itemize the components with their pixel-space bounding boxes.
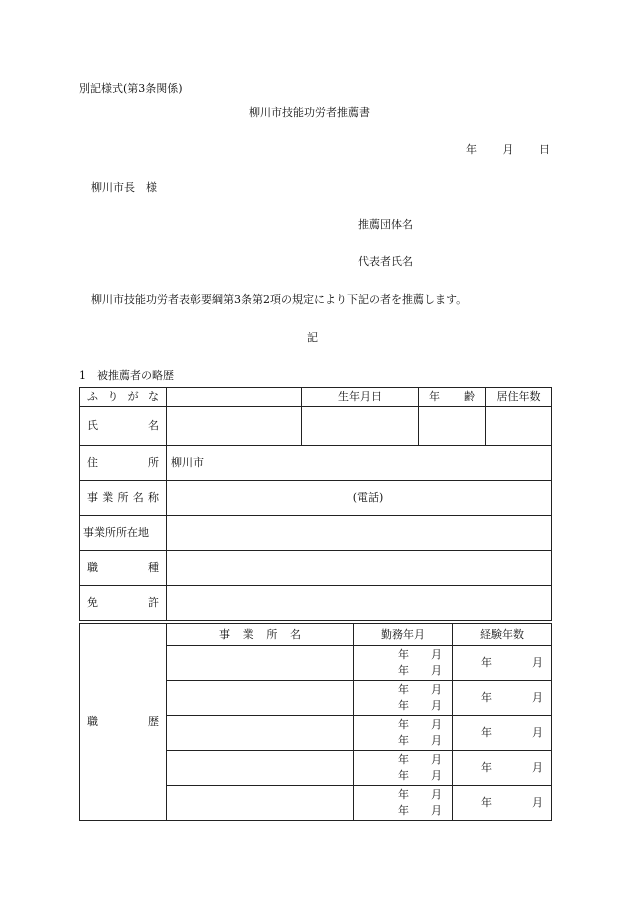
career-years-header: 経験年数 [453,624,552,646]
career-table [79,623,552,821]
occupation-label: 職 種 [80,551,167,586]
name-label: 氏 名 [80,407,167,446]
form-reference: 別記様式(第3条関係) [79,82,183,95]
career-period-field[interactable]: 年 月 年 月 [354,646,453,681]
date-year: 年 [466,143,477,156]
representative-label: 代表者氏名 [358,255,413,268]
career-office-field[interactable] [167,786,354,821]
career-years-field[interactable]: 年 月 [453,751,552,786]
date-day: 日 [539,143,550,156]
statement: 柳川市技能功労者表彰要綱第3条第2項の規定により下記の者を推薦します。 [91,293,468,306]
career-office-header: 事 業 所 名 [167,624,354,646]
career-period-header: 勤務年月 [354,624,453,646]
career-years-field[interactable]: 年 月 [453,786,552,821]
career-office-field[interactable] [167,716,354,751]
career-years-field[interactable]: 年 月 [453,681,552,716]
profile-table [79,387,552,621]
date-month: 月 [502,143,514,156]
office-name-label: 事 業 所 名 称 [80,481,167,516]
career-period-field[interactable]: 年 月 年 月 [354,786,453,821]
address-field[interactable]: 柳川市 [167,446,552,481]
residence-years-field[interactable] [486,407,552,446]
career-period-field[interactable]: 年 月 年 月 [354,751,453,786]
recommender-org-label: 推薦団体名 [358,218,413,231]
furigana-label: ふ り が な [80,388,167,407]
career-office-field[interactable] [167,751,354,786]
office-name-field[interactable] [167,481,552,516]
furigana-field[interactable] [167,388,302,407]
career-label: 職 歴 [80,624,167,821]
office-location-label: 事業所所在地 [80,516,167,551]
birth-label: 生年月日 [302,388,419,407]
license-label: 免 許 [80,586,167,621]
section-heading: 1 被推薦者の略歴 [79,369,174,382]
date-line [466,143,550,157]
birth-field[interactable] [302,407,419,446]
ki-notation: 記 [307,331,318,344]
occupation-field[interactable] [167,551,552,586]
phone-label: (電話) [352,491,384,504]
license-field[interactable] [167,586,552,621]
age-field[interactable] [419,407,486,446]
residence-years-label: 居住年数 [486,388,552,407]
career-years-field[interactable]: 年 月 [453,716,552,751]
career-period-field[interactable]: 年 月 年 月 [354,716,453,751]
address-label: 住 所 [80,446,167,481]
office-location-field[interactable] [167,516,552,551]
career-office-field[interactable] [167,681,354,716]
career-years-field[interactable]: 年 月 [453,646,552,681]
age-label: 年 齢 [419,388,486,407]
career-period-field[interactable]: 年 月 年 月 [354,681,453,716]
name-field[interactable] [167,407,302,446]
document-title: 柳川市技能功労者推薦書 [249,106,370,119]
addressee: 柳川市長 様 [91,181,157,194]
career-office-field[interactable] [167,646,354,681]
